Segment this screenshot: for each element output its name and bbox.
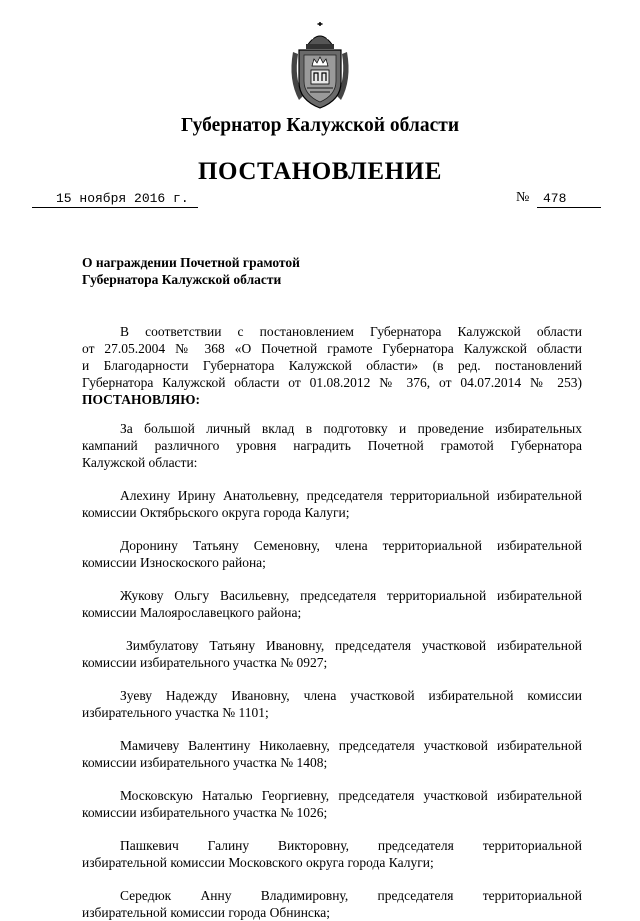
awardee-item	[82, 787, 582, 821]
document-body	[82, 323, 582, 921]
awardee-item	[82, 637, 582, 671]
awardee-item	[82, 737, 582, 771]
preamble-line: В соответствии с постановлением Губернатора Калужской области	[120, 324, 582, 339]
awardee-line: комиссии избирательного участка № 1026;	[82, 805, 328, 820]
award-intro-paragraph	[82, 420, 582, 471]
awardee-line: Алехину Ирину Анатольевну, председателя территориальной избирательной	[120, 488, 582, 503]
awardee-line: комиссии избирательного участка № 1408;	[82, 755, 328, 770]
awardee-line: комиссии Износкоского района;	[82, 555, 266, 570]
issuer-title: Губернатор Калужской области	[180, 115, 460, 136]
award-intro-line: кампаний различного уровня наградить Почетной грамотой Губернатора	[82, 438, 582, 453]
decree-word: ПОСТАНОВЛЯЮ:	[82, 392, 200, 407]
awardee-item	[82, 537, 582, 571]
awardee-line: Доронину Татьяну Семеновну, члена территориальной избирательной	[120, 538, 582, 553]
subject-line: О награждении Почетной грамотой	[82, 255, 300, 270]
awardee-line: Зуеву Надежду Ивановну, члена участковой избирательной комиссии	[120, 688, 582, 703]
document-date: 15 ноября 2016 г.	[56, 191, 189, 206]
award-intro-line: За большой личный вклад в подготовку и проведение избирательных	[120, 421, 582, 436]
preamble-line: от 27.05.2004 № 368 «О Почетной грамоте Губернатора Калужской области	[82, 341, 582, 356]
awardee-line: Московскую Наталью Георгиевну, председателя участковой избирательной	[120, 788, 582, 803]
awardee-item	[82, 837, 582, 871]
date-field	[32, 190, 198, 208]
award-intro-line: Калужской области:	[82, 455, 198, 470]
awardee-item	[82, 587, 582, 621]
number-label: №	[516, 190, 530, 205]
awardee-item	[82, 687, 582, 721]
document-number: 478	[543, 191, 567, 206]
awardee-line: комиссии избирательного участка № 0927;	[82, 655, 328, 670]
awardee-line: Середюк Анну Владимировну, председателя территориальной	[120, 888, 582, 903]
preamble-line: Губернатора Калужской области от 01.08.2012 № 376, от 04.07.2014 № 253)	[82, 375, 582, 390]
awardee-line: Жукову Ольгу Васильевну, председателя территориальной избирательной	[120, 588, 582, 603]
coat-of-arms-icon	[287, 22, 353, 110]
number-field	[537, 190, 601, 208]
subject-line: Губернатора Калужской области	[82, 272, 282, 287]
awardee-item	[82, 887, 582, 921]
document-type-heading: ПОСТАНОВЛЕНИЕ	[197, 158, 443, 185]
awardee-line: избирательной комиссии Московского округа города Калуги;	[82, 855, 434, 870]
preamble-paragraph	[82, 323, 582, 408]
awardee-line: комиссии Малоярославецкого района;	[82, 605, 302, 620]
preamble-line: и Благодарности Губернатора Калужской области» (в ред. постановлений	[82, 358, 582, 373]
document-subject	[82, 254, 402, 288]
awardee-line: избирательной комиссии города Обнинска;	[82, 905, 331, 920]
awardee-line: комиссии Октябрьского округа города Калуги;	[82, 505, 350, 520]
awardee-item	[82, 487, 582, 521]
awardee-line: Зимбулатову Татьяну Ивановну, председателя участковой избирательной	[126, 638, 582, 653]
awardee-line: избирательного участка № 1101;	[82, 705, 269, 720]
awardee-line: Мамичеву Валентину Николаевну, председателя участковой избирательной	[120, 738, 582, 753]
awardee-line: Пашкевич Галину Викторовну, председателя территориальной	[120, 838, 582, 853]
